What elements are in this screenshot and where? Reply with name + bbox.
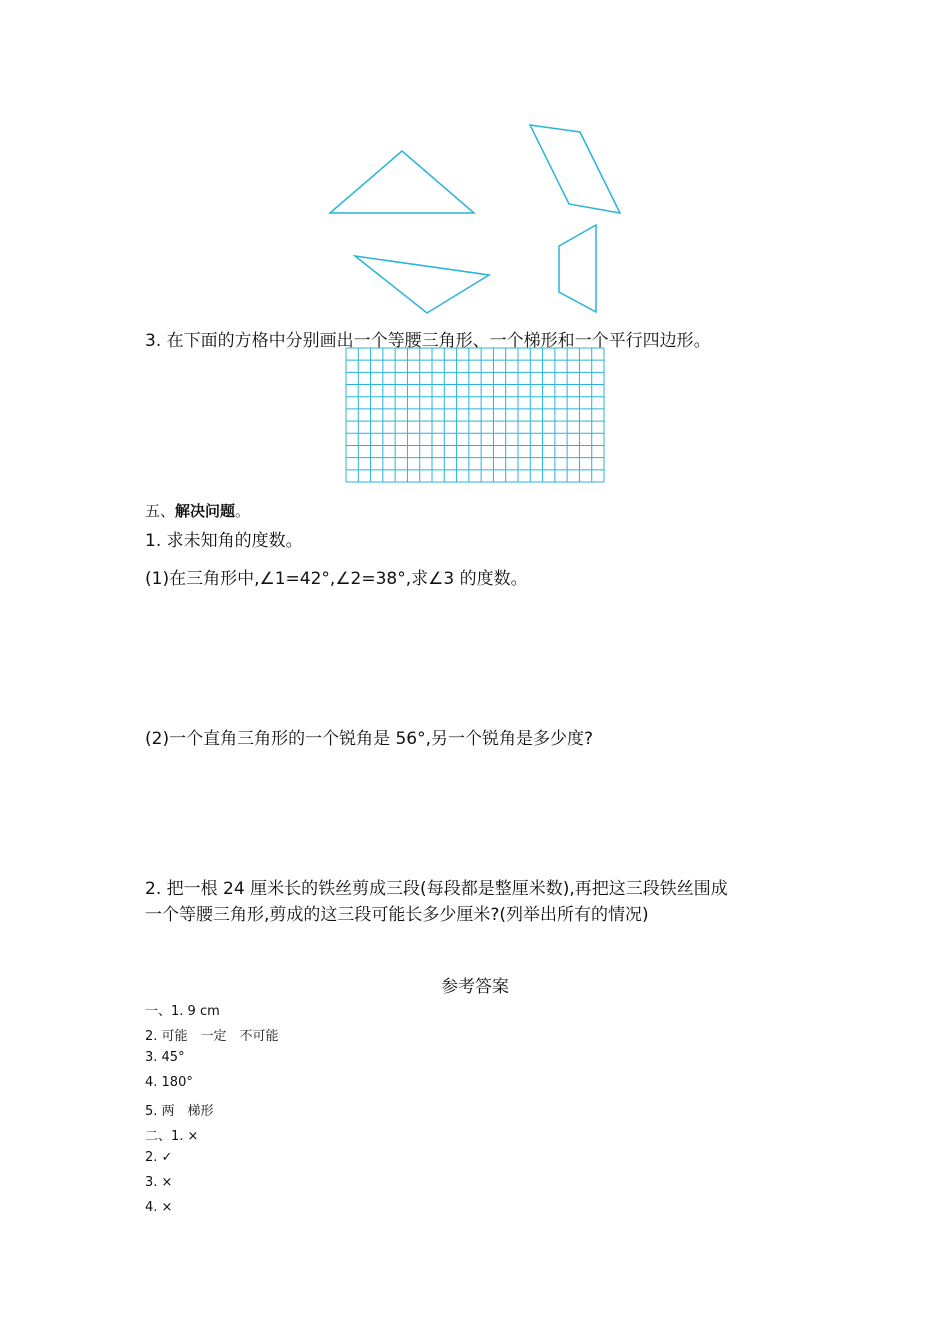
answer-line: 2. ✓ [145,1150,173,1165]
shape-triangle-bottom [355,256,489,313]
answer-line: 4. 180° [145,1075,193,1090]
answer-line: 二、1. × [145,1129,199,1144]
question-1-part-1: (1)在三角形中,∠1=42°,∠2=38°,求∠3 的度数。 [145,569,528,589]
section-5-heading [145,500,250,521]
shape-triangle-top [330,151,474,213]
section-5-bold: 解决问题 [175,502,236,520]
answer-line: 3. 45° [145,1050,185,1065]
shapes-figure [0,0,950,500]
question-3-text: 3. 在下面的方格中分别画出一个等腰三角形、一个梯形和一个平行四边形。 [145,331,711,351]
section-5-suffix: 。 [235,502,251,520]
section-5-prefix: 五、 [145,502,176,520]
answer-line: 一、1. 9 cm [145,1004,220,1019]
shape-parallelogram [530,125,620,213]
answers-title: 参考答案 [441,977,509,997]
answer-line: 3. × [145,1175,173,1190]
answer-line: 4. × [145,1200,173,1215]
question-2-line-1: 2. 把一根 24 厘米长的铁丝剪成三段(每段都是整厘米数),再把这三段铁丝围成 [145,879,728,899]
drawing-grid[interactable] [346,348,604,482]
question-1-part-2: (2)一个直角三角形的一个锐角是 56°,另一个锐角是多少度? [145,729,594,749]
question-1-text: 1. 求未知角的度数。 [145,531,303,551]
answer-line: 5. 两 梯形 [145,1104,214,1119]
answer-line: 2. 可能 一定 不可能 [145,1029,279,1044]
shape-trapezoid [559,225,596,312]
question-2-line-2: 一个等腰三角形,剪成的这三段可能长多少厘米?(列举出所有的情况) [145,905,649,925]
